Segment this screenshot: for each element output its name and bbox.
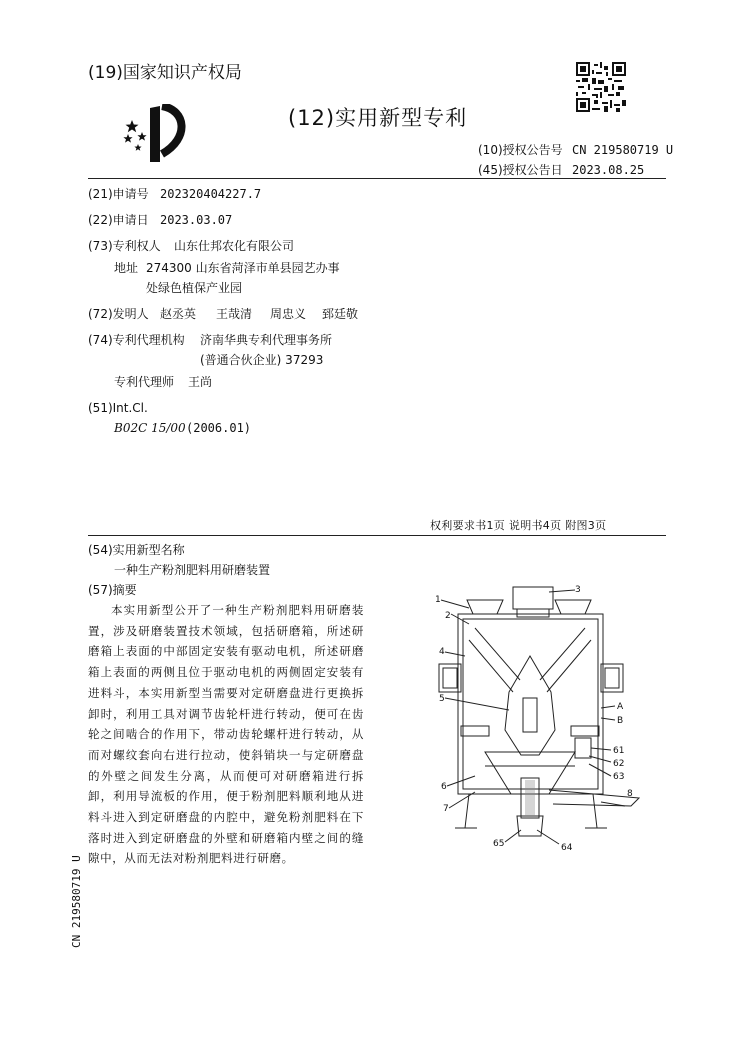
patentee-label: (73)专利权人 [88,239,161,253]
ipc-label: (51)Int.Cl. [88,401,148,415]
figure-label-2: 2 [445,611,451,621]
figure-label-61: 61 [613,746,625,756]
ipc-code: B02C 15/00 [114,421,186,435]
ipc-date: (2006.01) [186,421,252,435]
publication-date-label: (45)授权公告日 [478,163,563,177]
figure-label-3: 3 [575,585,581,595]
publication-number: CN 219580719 U [572,143,674,157]
inventors-label: (72)发明人 [88,307,149,321]
header-divider [88,178,666,179]
figure-label-62: 62 [613,759,625,769]
application-number-label: (21)申请号 [88,187,149,201]
document-type: (12)实用新型专利 [288,106,468,130]
title-label: (54)实用新型名称 [88,543,185,557]
filing-date: 2023.03.07 [160,213,233,227]
inventor-4: 郅廷敬 [322,307,359,321]
office-name: (19)国家知识产权局 [88,63,242,83]
grinding-device-drawing [425,580,650,855]
qr-code [576,62,626,112]
application-number: 202320404227.7 [160,187,262,201]
figure-label-7: 7 [443,804,449,814]
figure-label-B: B [617,716,624,726]
figure-label-4: 4 [439,647,445,657]
figure-label-6: 6 [441,782,447,792]
publication-number-label: (10)授权公告号 [478,143,563,157]
agent-label: 专利代理师 [114,375,175,389]
inventor-3: 周忠义 [270,307,307,321]
figure-label-63: 63 [613,772,625,782]
agency-line-2: (普通合伙企业) 37293 [200,353,324,367]
side-publication-number: CN 219580719 U [70,855,83,948]
agency-line-1: 济南华典专利代理事务所 [200,333,333,347]
page-info-divider [88,535,666,536]
abstract-label: (57)摘要 [88,583,137,597]
address-line-1: 274300 山东省菏泽市单县园艺办事 [146,261,340,275]
utility-model-title: 一种生产粉剂肥料用研磨装置 [114,563,271,577]
agency-label: (74)专利代理机构 [88,333,185,347]
publication-date: 2023.08.25 [572,163,645,177]
patentee: 山东仕邦农化有限公司 [174,239,295,253]
figure-label-64: 64 [561,843,573,853]
inventor-2: 王哉清 [216,307,253,321]
cnipa-logo-icon [120,104,190,164]
address-line-2: 处绿色植保产业园 [146,281,243,295]
filing-date-label: (22)申请日 [88,213,149,227]
figure-label-65: 65 [493,839,505,849]
figure-label-8: 8 [627,789,633,799]
address-label: 地址 [114,261,139,275]
agent: 王尚 [188,375,213,389]
abstract-text: 本实用新型公开了一种生产粉剂肥料用研磨装置，涉及研磨装置技术领域，包括研磨箱，所述研磨箱上表面的中部固定安装有驱动电机，所述研磨箱上表面的两侧且位于驱动电机的两侧固定安装有进料斗，本实用新型当需要对定研磨盘进行更换拆卸时，利用工具对调节齿轮杆进行转动，便可在齿轮之间啮合的作用下，带动齿轮螺杆进行转动，从而对螺纹套向右进行拉动，使斜销块一与定研磨盘的外壁之间发生分离，从而便可对研磨箱进行拆卸，利用导流板的作用，便于粉剂肥料顺利地从进料斗进入到定研磨盘的内腔中，避免粉剂肥料在下落时进入到定研磨盘的外壁和研磨箱内壁之间的缝隙中，从而无法对粉剂肥料进行研磨。 [88,603,364,866]
page-count-info: 权利要求书1页 说明书4页 附图3页 [430,519,607,532]
inventor-1: 赵丞英 [160,307,197,321]
figure-label-A: A [617,702,624,712]
figure-label-5: 5 [439,694,445,704]
figure-label-1: 1 [435,595,441,605]
